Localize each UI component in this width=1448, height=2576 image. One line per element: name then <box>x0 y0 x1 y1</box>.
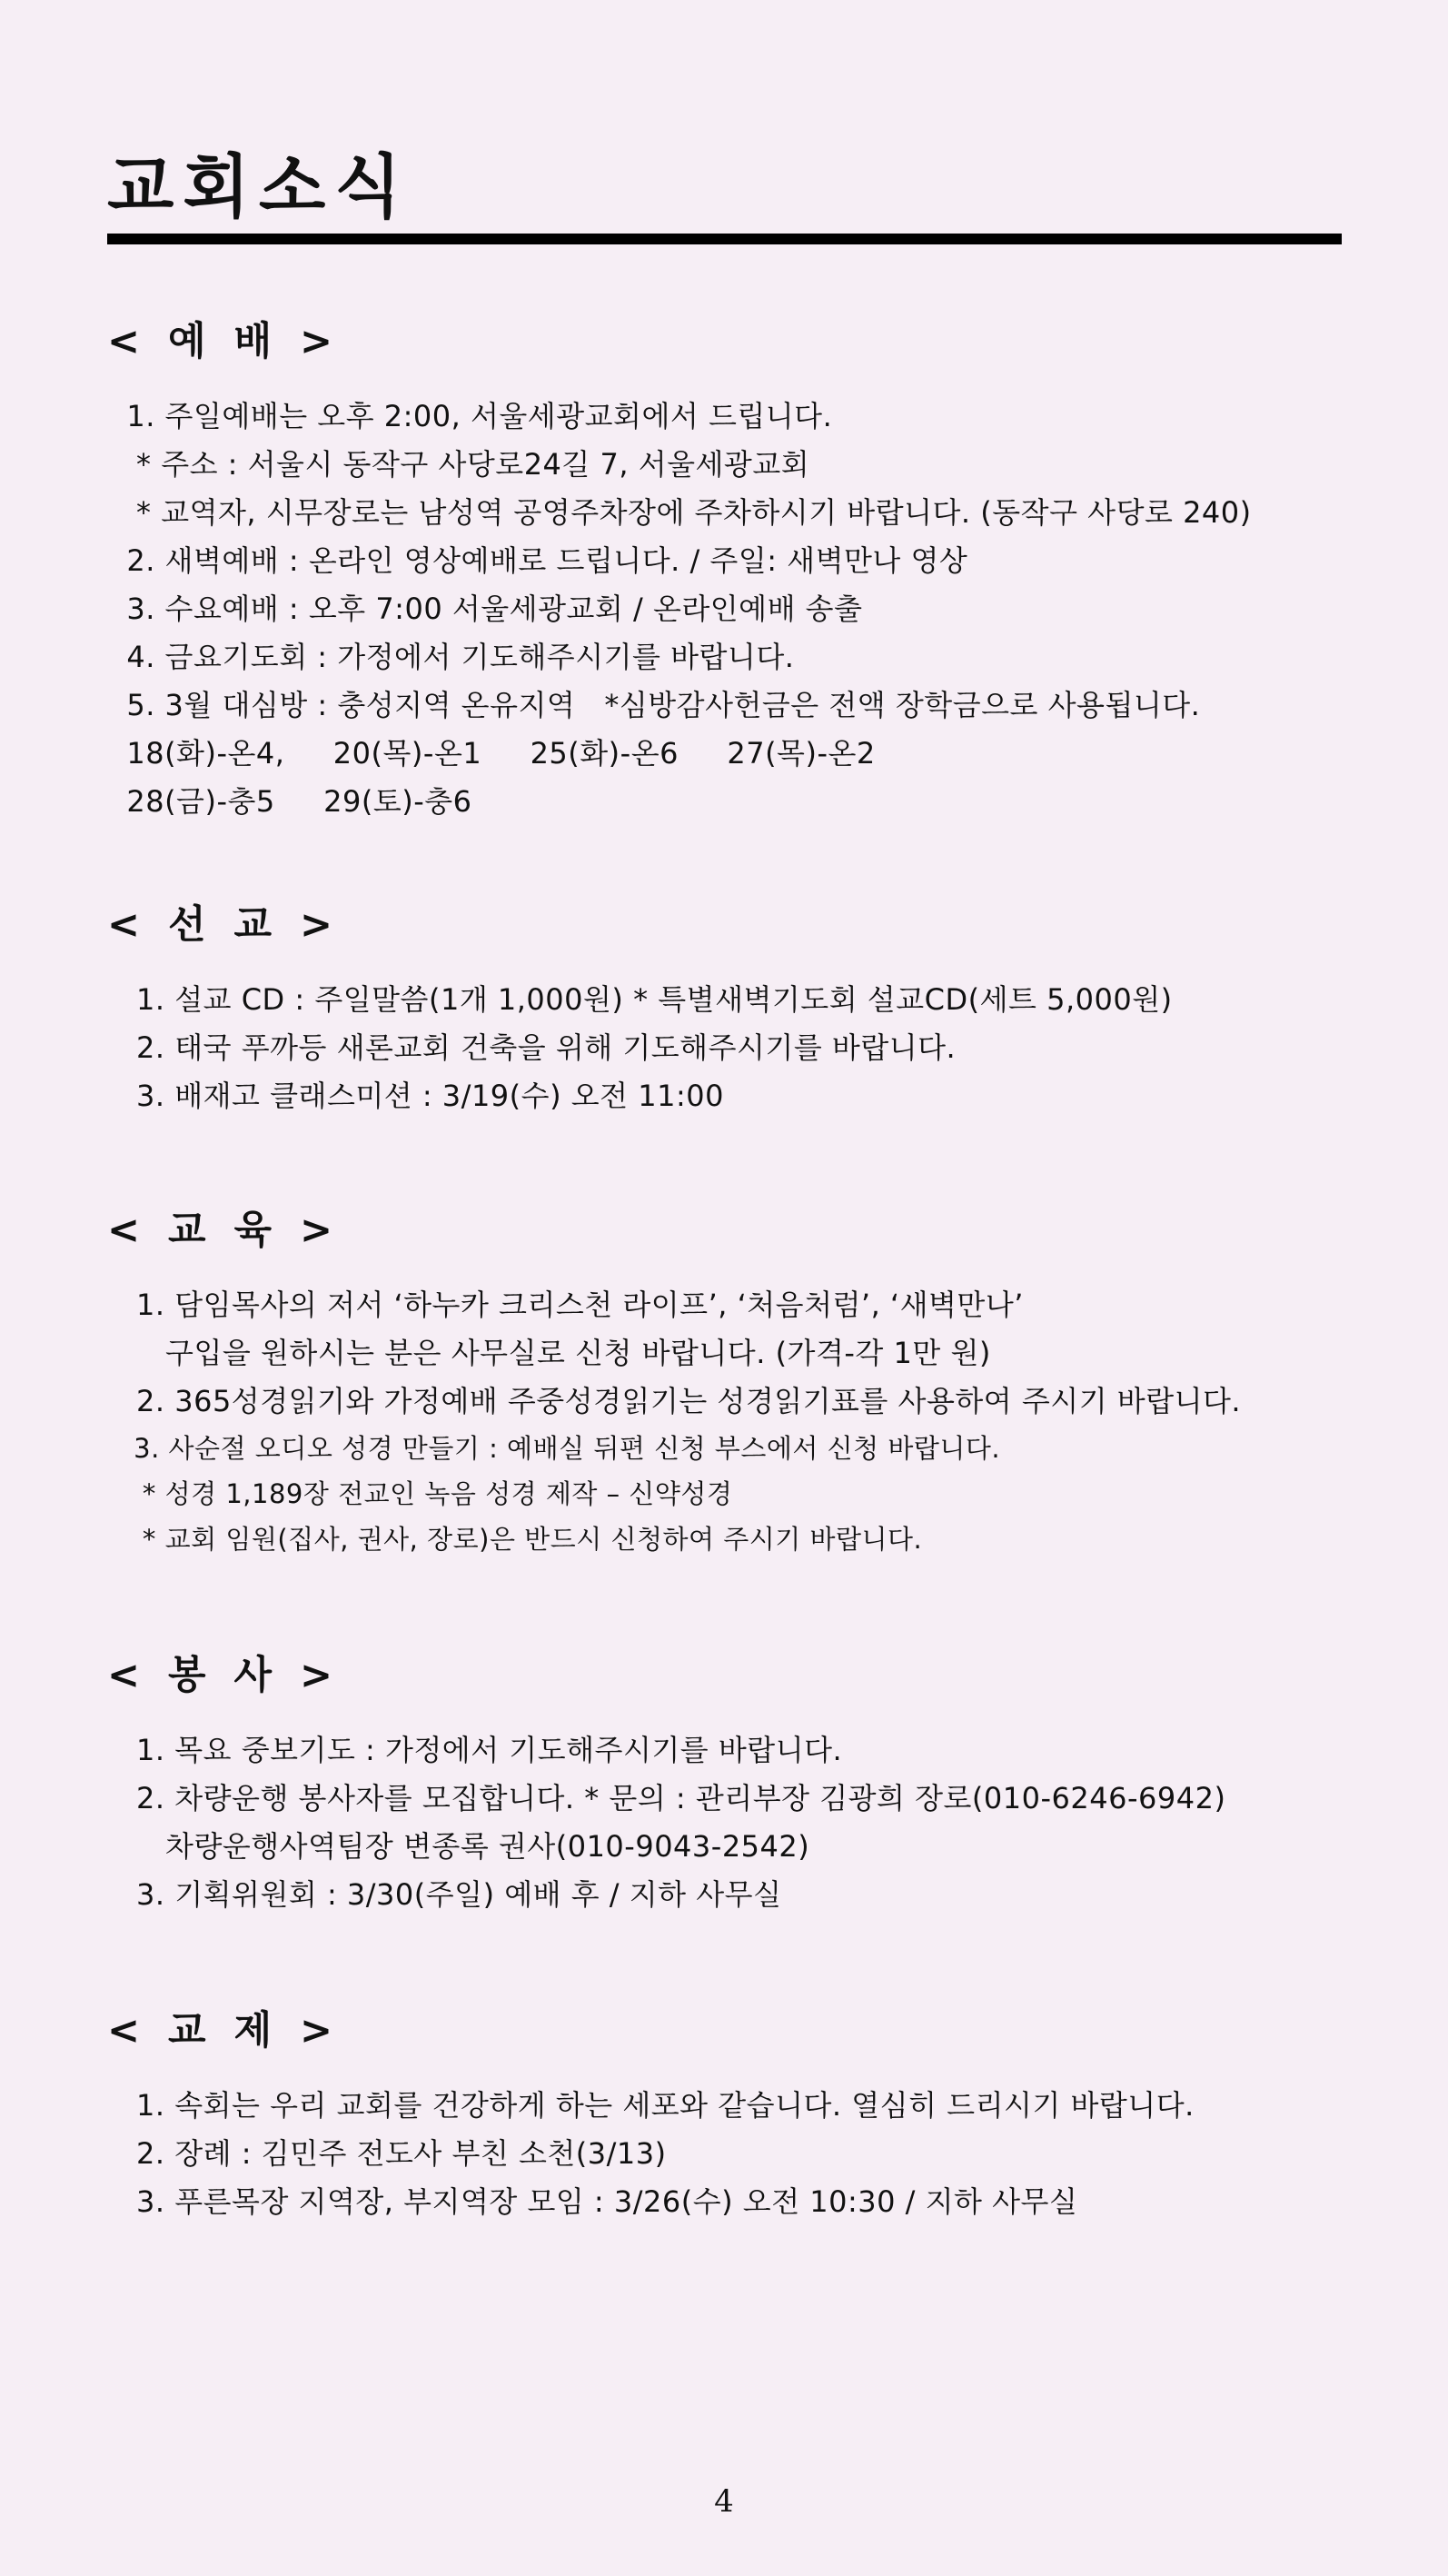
section-worship <box>107 316 1379 826</box>
fellowship-line: 3. 푸른목장 지역장, 부지역장 모임 : 3/26(수) 오전 10:30 / 지하 사무실 <box>107 2184 1078 2219</box>
education-line: 구입을 원하시는 분은 사무실로 신청 바랍니다. (가격-각 1만 원) <box>107 1336 991 1370</box>
worship-line: 28(금)-충5 29(토)-충6 <box>107 784 472 819</box>
worship-line: * 교역자, 시무장로는 남성역 공영주차장에 주차하시기 바랍니다. (동작구 사당로 240) <box>107 495 1252 530</box>
fellowship-line: 1. 속회는 우리 교회를 건강하게 하는 세포와 같습니다. 열심히 드리시기 바랍니다. <box>107 2088 1195 2123</box>
mission-line: 2. 태국 푸까등 새론교회 건축을 위해 기도해주시기를 바랍니다. <box>107 1030 957 1065</box>
worship-line: * 주소 : 서울시 동작구 사당로24길 7, 서울세광교회 <box>107 447 810 482</box>
education-line: * 교회 임원(집사, 권사, 장로)은 반드시 신청하여 주시기 바랍니다. <box>107 1524 923 1555</box>
section-fellowship <box>107 2005 1379 2226</box>
section-education <box>107 1205 1379 1562</box>
worship-line: 5. 3월 대심방 : 충성지역 온유지역 *심방감사헌금은 전액 장학금으로 사용됩니다. <box>107 688 1201 722</box>
section-mission <box>107 900 1379 1120</box>
service-line: 2. 차량운행 봉사자를 모집합니다. * 문의 : 관리부장 김광희 장로(010-6246-6942) <box>107 1781 1226 1815</box>
service-line: 차량운행사역팀장 변종록 권사(010-9043-2542) <box>107 1829 810 1864</box>
mission-line: 3. 배재고 클래스미션 : 3/19(수) 오전 11:00 <box>107 1079 724 1113</box>
section-heading: < 교 제 > <box>107 2008 341 2054</box>
education-line: 3. 사순절 오디오 성경 만들기 : 예배실 뒤편 신청 부스에서 신청 바랍니다. <box>107 1433 1001 1464</box>
section-service <box>107 1650 1379 1919</box>
worship-line: 18(화)-온4, 20(목)-온1 25(화)-온6 27(목)-온2 <box>107 736 876 771</box>
section-heading: < 봉 사 > <box>107 1653 341 1698</box>
worship-line: 3. 수요예배 : 오후 7:00 서울세광교회 / 온라인예배 송출 <box>107 592 863 626</box>
education-line: 1. 담임목사의 저서 ‘하누카 크리스천 라이프’, ‘처음처럼’, ‘새벽만나’ <box>107 1288 1024 1322</box>
page-title: 교회소식 <box>107 146 411 227</box>
worship-line: 2. 새벽예배 : 온라인 영상예배로 드립니다. / 주일: 새벽만나 영상 <box>107 543 968 578</box>
education-line: 2. 365성경읽기와 가정예배 주중성경읽기는 성경읽기표를 사용하여 주시기 바랍니다. <box>107 1384 1242 1418</box>
mission-line: 1. 설교 CD : 주일말씀(1개 1,000원) * 특별새벽기도회 설교CD(세트 5,000원) <box>107 982 1173 1017</box>
education-line: * 성경 1,189장 전교인 녹음 성경 제작 – 신약성경 <box>107 1478 733 1509</box>
title-divider <box>107 234 1342 244</box>
fellowship-line: 2. 장례 : 김민주 전도사 부친 소천(3/13) <box>107 2136 667 2171</box>
service-line: 3. 기획위원회 : 3/30(주일) 예배 후 / 지하 사무실 <box>107 1877 782 1912</box>
service-line: 1. 목요 중보기도 : 가정에서 기도해주시기를 바랍니다. <box>107 1733 843 1767</box>
page-number: 4 <box>714 2483 734 2520</box>
worship-line: 4. 금요기도회 : 가정에서 기도해주시기를 바랍니다. <box>107 640 795 674</box>
worship-line: 1. 주일예배는 오후 2:00, 서울세광교회에서 드립니다. <box>107 399 833 433</box>
section-heading: < 교 육 > <box>107 1208 341 1253</box>
section-heading: < 예 배 > <box>107 319 341 364</box>
section-heading: < 선 교 > <box>107 902 341 948</box>
